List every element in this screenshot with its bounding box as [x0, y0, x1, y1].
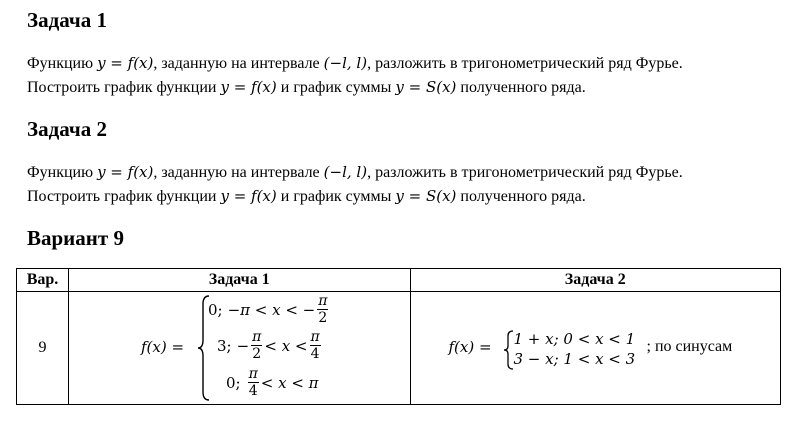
- text: , разложить в тригонометрический ряд Фурье.: [367, 55, 683, 72]
- task2-text-line1: [27, 160, 683, 185]
- fraction: [248, 367, 259, 398]
- text: Функцию: [27, 164, 98, 181]
- cell-task1: [68, 292, 410, 405]
- text: , заданную на интервале: [153, 164, 324, 181]
- text: полученного ряда.: [456, 79, 586, 96]
- header-task1: Задача 1: [68, 269, 410, 292]
- variant-heading: Вариант 9: [27, 226, 124, 250]
- lhs-text: f(x) =: [448, 338, 492, 356]
- task1-case2: [217, 330, 323, 361]
- case-condition: < x < π: [260, 373, 319, 392]
- formula: y = f(x): [97, 163, 154, 181]
- text: и график суммы: [276, 79, 396, 96]
- task1-text-line1: [27, 51, 683, 76]
- task1-formula: [69, 292, 410, 404]
- case-value: 3;: [216, 336, 232, 355]
- numerator: π: [310, 329, 320, 345]
- table-header-row: [17, 269, 781, 292]
- case-value: 0;: [225, 373, 241, 392]
- table-row: [17, 292, 781, 405]
- formula: y = S(x): [395, 187, 457, 205]
- task1-heading: Задача 1: [27, 8, 107, 32]
- case-condition: < x <: [264, 336, 308, 355]
- task2-heading: Задача 2: [27, 117, 107, 141]
- task2-lhs: [449, 338, 492, 356]
- case-text: 3 − x; 1 < x < 3: [513, 350, 636, 368]
- text: Построить график функции: [27, 79, 221, 96]
- task2-note: ; по синусам: [646, 338, 733, 355]
- fraction: [251, 330, 262, 361]
- task1-case3: [226, 367, 319, 398]
- denominator: 4: [248, 383, 258, 399]
- denominator: 2: [252, 346, 262, 362]
- case-value: 0;: [207, 300, 223, 319]
- case-condition: −: [236, 336, 250, 355]
- task2-text-line2: [27, 184, 586, 209]
- numerator: π: [248, 366, 258, 382]
- formula: y = f(x): [97, 54, 154, 72]
- text: Функцию: [27, 55, 98, 72]
- case-text: 1 + x; 0 < x < 1: [513, 330, 636, 348]
- lhs-text: f(x) =: [140, 338, 185, 356]
- task1-text-line2: [27, 75, 586, 100]
- text: полученного ряда.: [456, 188, 586, 205]
- denominator: 2: [318, 310, 328, 326]
- formula: y = S(x): [395, 78, 457, 96]
- formula: y = f(x): [220, 78, 277, 96]
- formula: y = f(x): [220, 187, 277, 205]
- header-var: Вар.: [17, 269, 69, 292]
- fraction: [310, 330, 321, 361]
- numerator: π: [252, 329, 262, 345]
- task2-formula: [411, 292, 781, 404]
- numerator: π: [318, 293, 328, 309]
- formula: (−l, l): [323, 163, 368, 181]
- cell-task2: [410, 292, 781, 405]
- variant-table: [16, 268, 781, 405]
- text: , заданную на интервале: [153, 55, 324, 72]
- case-condition: −π < x < −: [227, 300, 316, 319]
- task2-case2: [514, 350, 636, 368]
- cell-var: 9: [17, 292, 69, 405]
- header-task2: Задача 2: [410, 269, 781, 292]
- text: и график суммы: [276, 188, 396, 205]
- text: , разложить в тригонометрический ряд Фурье.: [367, 164, 683, 181]
- task2-case1: [514, 330, 636, 348]
- fraction: [317, 294, 328, 325]
- text: Построить график функции: [27, 188, 221, 205]
- denominator: 4: [310, 346, 320, 362]
- formula: (−l, l): [323, 54, 368, 72]
- task1-case1: [208, 294, 330, 325]
- task1-lhs: [141, 338, 184, 356]
